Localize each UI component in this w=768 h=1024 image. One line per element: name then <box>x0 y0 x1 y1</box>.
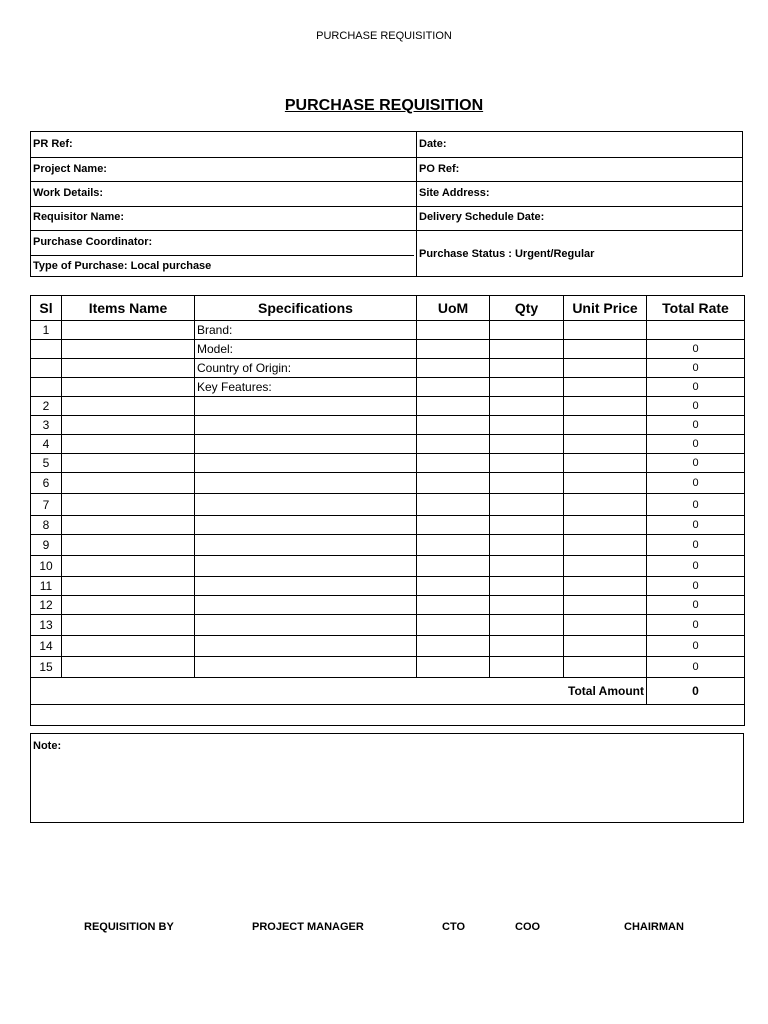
table-row <box>31 454 745 473</box>
cell-total-rate: 0 <box>647 397 745 416</box>
table-row <box>31 340 745 359</box>
signature-project-manager: PROJECT MANAGER <box>252 921 364 933</box>
signature-chairman: CHAIRMAN <box>624 921 684 933</box>
cell-items-name <box>62 340 195 359</box>
cell-sl: 5 <box>31 454 62 473</box>
cell-uom <box>417 494 490 516</box>
cell-qty <box>490 340 564 359</box>
cell-items-name <box>62 516 195 535</box>
cell-uom <box>417 321 490 340</box>
items-table <box>30 295 745 726</box>
project-name-label: Project Name: <box>33 163 107 175</box>
cell-specifications <box>195 596 417 615</box>
cell-unit-price <box>564 577 647 596</box>
cell-sl: 10 <box>31 556 62 577</box>
delivery-schedule-date-label: Delivery Schedule Date: <box>419 211 545 223</box>
cell-unit-price <box>564 321 647 340</box>
items-table-body <box>31 321 745 678</box>
cell-specifications: Key Features: <box>195 378 417 397</box>
cell-unit-price <box>564 535 647 556</box>
table-row <box>31 577 745 596</box>
cell-items-name <box>62 556 195 577</box>
table-row <box>31 636 745 657</box>
cell-specifications <box>195 435 417 454</box>
cell-total-rate: 0 <box>647 435 745 454</box>
date-label: Date: <box>419 138 447 150</box>
cell-qty <box>490 494 564 516</box>
purchase-status-label: Purchase Status : Urgent/Regular <box>419 248 595 260</box>
po-ref-label: PO Ref: <box>419 163 460 175</box>
cell-uom <box>417 615 490 636</box>
cell-items-name <box>62 359 195 378</box>
cell-specifications <box>195 636 417 657</box>
info-table <box>30 131 743 277</box>
items-table-header <box>31 296 745 321</box>
cell-specifications: Country of Origin: <box>195 359 417 378</box>
cell-unit-price <box>564 636 647 657</box>
work-details-label: Work Details: <box>33 187 104 199</box>
total-amount-value: 0 <box>647 678 745 705</box>
info-row-divider <box>31 230 742 231</box>
table-row <box>31 657 745 678</box>
cell-specifications: Model: <box>195 340 417 359</box>
cell-items-name <box>62 636 195 657</box>
cell-unit-price <box>564 397 647 416</box>
cell-total-rate: 0 <box>647 494 745 516</box>
cell-unit-price <box>564 516 647 535</box>
cell-sl: 13 <box>31 615 62 636</box>
cell-uom <box>417 454 490 473</box>
table-row <box>31 473 745 494</box>
cell-unit-price <box>564 556 647 577</box>
site-address-label: Site Address: <box>419 187 490 199</box>
cell-sl: 8 <box>31 516 62 535</box>
cell-qty <box>490 657 564 678</box>
cell-total-rate: 0 <box>647 359 745 378</box>
cell-uom <box>417 596 490 615</box>
cell-qty <box>490 556 564 577</box>
cell-qty <box>490 577 564 596</box>
cell-qty <box>490 416 564 435</box>
cell-qty <box>490 321 564 340</box>
cell-sl <box>31 340 62 359</box>
cell-total-rate: 0 <box>647 516 745 535</box>
cell-total-rate: 0 <box>647 473 745 494</box>
cell-items-name <box>62 321 195 340</box>
cell-qty <box>490 397 564 416</box>
cell-items-name <box>62 596 195 615</box>
cell-sl: 15 <box>31 657 62 678</box>
cell-specifications <box>195 556 417 577</box>
table-row <box>31 416 745 435</box>
cell-qty <box>490 473 564 494</box>
header-items-name: Items Name <box>62 296 195 321</box>
table-row <box>31 378 745 397</box>
cell-sl: 4 <box>31 435 62 454</box>
header-sl: Sl <box>31 296 62 321</box>
cell-specifications <box>195 577 417 596</box>
cell-uom <box>417 636 490 657</box>
cell-unit-price <box>564 615 647 636</box>
pr-ref-label: PR Ref: <box>33 138 73 150</box>
cell-total-rate: 0 <box>647 535 745 556</box>
cell-specifications <box>195 416 417 435</box>
type-of-purchase-label: Type of Purchase: Local purchase <box>33 260 212 272</box>
info-row-divider <box>31 181 742 182</box>
cell-uom <box>417 535 490 556</box>
cell-total-rate: 0 <box>647 556 745 577</box>
page-title-text: PURCHASE REQUISITION <box>284 97 484 114</box>
table-row <box>31 535 745 556</box>
header-specifications: Specifications <box>195 296 417 321</box>
note-box <box>30 733 744 823</box>
cell-qty <box>490 596 564 615</box>
cell-specifications <box>195 473 417 494</box>
cell-qty <box>490 615 564 636</box>
cell-sl <box>31 359 62 378</box>
total-amount-row <box>31 678 745 705</box>
table-row <box>31 321 745 340</box>
cell-specifications <box>195 454 417 473</box>
table-row <box>31 494 745 516</box>
cell-qty <box>490 435 564 454</box>
blank-row <box>31 705 745 726</box>
cell-unit-price <box>564 435 647 454</box>
cell-sl: 1 <box>31 321 62 340</box>
table-row <box>31 435 745 454</box>
cell-unit-price <box>564 378 647 397</box>
cell-unit-price <box>564 473 647 494</box>
cell-qty <box>490 535 564 556</box>
cell-specifications <box>195 516 417 535</box>
cell-sl: 3 <box>31 416 62 435</box>
cell-total-rate <box>647 321 745 340</box>
cell-sl: 7 <box>31 494 62 516</box>
cell-uom <box>417 516 490 535</box>
cell-qty <box>490 359 564 378</box>
cell-uom <box>417 435 490 454</box>
cell-specifications <box>195 535 417 556</box>
cell-uom <box>417 657 490 678</box>
purchase-coordinator-label: Purchase Coordinator: <box>33 236 153 248</box>
cell-uom <box>417 416 490 435</box>
header-total-rate: Total Rate <box>647 296 745 321</box>
cell-items-name <box>62 577 195 596</box>
cell-qty <box>490 516 564 535</box>
cell-items-name <box>62 435 195 454</box>
cell-specifications <box>195 615 417 636</box>
cell-specifications: Brand: <box>195 321 417 340</box>
requisitor-name-label: Requisitor Name: <box>33 211 125 223</box>
cell-total-rate: 0 <box>647 615 745 636</box>
cell-sl: 11 <box>31 577 62 596</box>
cell-items-name <box>62 454 195 473</box>
cell-items-name <box>62 657 195 678</box>
table-row <box>31 556 745 577</box>
blank-cell <box>31 705 745 726</box>
cell-sl: 6 <box>31 473 62 494</box>
cell-qty <box>490 454 564 473</box>
info-row-divider <box>31 157 742 158</box>
info-row-divider <box>31 206 742 207</box>
cell-qty <box>490 636 564 657</box>
cell-sl: 14 <box>31 636 62 657</box>
cell-total-rate: 0 <box>647 454 745 473</box>
table-row <box>31 397 745 416</box>
cell-uom <box>417 397 490 416</box>
table-row <box>31 359 745 378</box>
cell-items-name <box>62 378 195 397</box>
cell-specifications <box>195 397 417 416</box>
cell-total-rate: 0 <box>647 416 745 435</box>
cell-sl: 12 <box>31 596 62 615</box>
page-title <box>0 97 768 115</box>
cell-uom <box>417 359 490 378</box>
info-row-divider-left <box>31 255 414 256</box>
total-amount-label: Total Amount <box>31 678 647 705</box>
cell-unit-price <box>564 596 647 615</box>
cell-sl <box>31 378 62 397</box>
info-column-divider <box>416 132 417 276</box>
cell-qty <box>490 378 564 397</box>
header-uom: UoM <box>417 296 490 321</box>
page-header-text: PURCHASE REQUISITION <box>316 30 452 42</box>
cell-items-name <box>62 397 195 416</box>
cell-total-rate: 0 <box>647 636 745 657</box>
cell-uom <box>417 340 490 359</box>
cell-sl: 2 <box>31 397 62 416</box>
cell-specifications <box>195 494 417 516</box>
cell-total-rate: 0 <box>647 657 745 678</box>
cell-sl: 9 <box>31 535 62 556</box>
signature-coo: COO <box>515 921 541 933</box>
cell-items-name <box>62 473 195 494</box>
signature-requisition-by: REQUISITION BY <box>84 921 174 933</box>
cell-items-name <box>62 535 195 556</box>
cell-uom <box>417 473 490 494</box>
cell-uom <box>417 577 490 596</box>
cell-unit-price <box>564 494 647 516</box>
cell-unit-price <box>564 416 647 435</box>
cell-unit-price <box>564 454 647 473</box>
header-qty: Qty <box>490 296 564 321</box>
table-row <box>31 615 745 636</box>
cell-unit-price <box>564 657 647 678</box>
cell-total-rate: 0 <box>647 596 745 615</box>
cell-uom <box>417 556 490 577</box>
header-unit-price: Unit Price <box>564 296 647 321</box>
table-row <box>31 516 745 535</box>
cell-unit-price <box>564 359 647 378</box>
cell-total-rate: 0 <box>647 577 745 596</box>
signature-cto: CTO <box>442 921 466 933</box>
cell-total-rate: 0 <box>647 378 745 397</box>
cell-total-rate: 0 <box>647 340 745 359</box>
cell-items-name <box>62 416 195 435</box>
cell-uom <box>417 378 490 397</box>
note-label: Note: <box>33 740 62 752</box>
cell-specifications <box>195 657 417 678</box>
table-row <box>31 596 745 615</box>
cell-items-name <box>62 615 195 636</box>
cell-items-name <box>62 494 195 516</box>
cell-unit-price <box>564 340 647 359</box>
